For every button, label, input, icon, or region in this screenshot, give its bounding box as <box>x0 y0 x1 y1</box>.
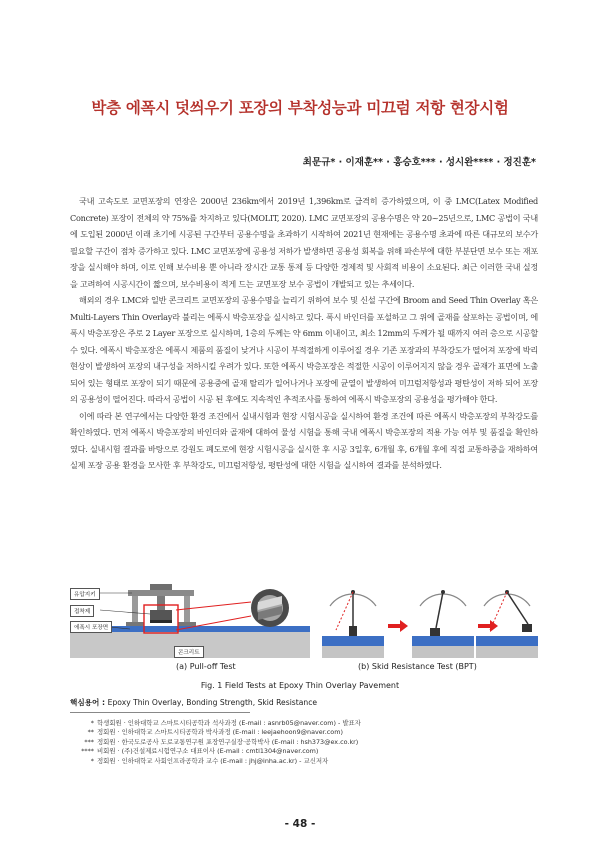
adhesive-layer <box>150 620 172 623</box>
bpt-surface-1 <box>322 636 384 646</box>
footnote-1: * 학생회원 · 인하대학교 스마트시티공학과 석사과정 (E-mail : asnrb05@naver.com) - 발표자 <box>90 719 361 727</box>
footnote-4: **** 비회원 · (주)건설제료시험연구소 대표이사 (E-mail : cmtl1304@naver.com) <box>81 747 319 756</box>
paper-title: 박층 에폭시 덧씌우기 포장의 부착성능과 미끄럼 저항 현장시험 <box>91 99 509 117</box>
figure-caption: Fig. 1 Field Tests at Epoxy Thin Overlay Pavement <box>200 681 400 690</box>
paragraph-3: 이에 따라 본 연구에서는 다양한 환경 조건에서 실내시험과 현장 시험시공을 실시하여 환경 조건에 따른 에폭시 박층포장의 부착강도를 확인하였다. 먼저 에폭시 박층포장의 바인더와 골재에 대하여 물성 시험을 통해 국내 에폭시 박층포장의 적용 가능 여부 및 품질을 확인하였다. 실내시험 결과를 바탕으로 강원도 폐도로에 현장 시험시공을 실시한 후 시공 3일후, 6개월 후, 6개월 후에 직접 교통하중을 재하하여 실제 포장 공용 환경을 모사한 후 부착강도, 미끄럼저항성, 평탄성에 대한 시험을 실시하여 결과를 분석하였다. <box>70 410 538 470</box>
pulloff-device-foot-left <box>126 622 144 626</box>
author-list: 최문규* · 이재훈** · 홍승호*** · 성시완**** · 정진훈* <box>302 157 536 168</box>
keywords-text: Epoxy Thin Overlay, Bonding Strength, Skid Resistance <box>107 698 318 707</box>
pulloff-device-leg-left <box>132 596 138 626</box>
label-dolly: 유압지키 <box>70 588 100 600</box>
footnote-5: * 정회원 · 인하대학교 사회인프라공학과 교수 (E-mail : jhj@inha.ac.kr) - 교신저자 <box>90 756 329 765</box>
label-adhesive: 접착제 <box>70 605 94 617</box>
pulloff-device-shaft <box>157 596 165 610</box>
caption-a: (a) Pull-off Test <box>176 662 236 671</box>
figure-1 <box>70 584 538 660</box>
keywords-label: 핵심용어 : <box>70 698 108 707</box>
skid-resistance-diagram <box>322 590 538 658</box>
paragraph-2: 해외의 경우 LMC와 일반 콘크리트 교면포장의 공용수명을 늘리기 위하여 보수 및 신설 구간에 Broom and Seed Thin Overlay 혹은 Multi-Layers Thin Overlay라 불리는 에폭시 박층포장을 실시하고 있다. 폭시 바인더를 포설하고 그 위에 골재를 살포하는 공법이며, 에폭시 박층포장은 주로 2 Layer 포장으로 실시하며, 1층의 두께는 약 6mm 이내이고, 최소 12mm의 두께가 될 때까지 여러 층으로 시공할 수 있다. 에폭시 박층포장은 에폭시 제품의 품질이 낮거나 시공이 부적절하게 이루어질 경우 기존 포장과의 부착강도가 떨어져 포장에 박리현상이 발생하여 포장의 내구성을 저하시킬 우려가 있다. 또한 에폭시 박층포장은 적절한 시공이 이루어지지 않을 경우 골재가 표면에 노출되어 있는 형태로 포장이 되기 때문에 공용중에 골재 탈리가 일어나거나 포장에 균열이 발생하여 미끄럼저항성과 평탄성이 저하 되어 포장의 공용성이 떨어진다. 따라서 공법이 시공 된 후에도 지속적인 추적조사를 통하여 에폭시 박층포장의 공용성을 평가해야 한다. <box>70 295 538 404</box>
paragraph-1: 국내 고속도로 교면포장의 연장은 2000년 236km에서 2019년 1,396km로 급격히 증가하였으며, 이 중 LMC(Latex Modified Concrete) 포장이 전체의 약 75%를 차지하고 있다(MOLIT, 2020). LMC 교면포장의 공용수명은 약 20~25년으로, LMC 공법이 국내에 도입된 2000년 이래 초기에 시공된 구간부터 공용수명을 초과하기 시작하여 2021년 현재에는 공용수명 초과에 따른 대규모의 보수가 필요할 구간이 점차 증가하고 있다. LMC 교면포장에 공용성 저하가 발생하면 공용성 회복을 위해 파손부에 대한 부분단면 보수 또는 재포장을 실시해야 하며, 이로 인해 보수비용 뿐 아니라 장시간 교통 통제 등 다양한 경제적 및 사회적 비용이 소요된다. 최근 이러한 국내 실정을 고려하여 시공시간이 짧으며, 보수비용이 적게 드는 교면포장 보수 공법이 개발되고 있는 추세이다. <box>70 196 538 289</box>
keywords <box>70 697 317 708</box>
caption-b: (b) Skid Resistance Test (BPT) <box>358 662 477 671</box>
footnote-3: *** 정회원 · 한국도로공사 도로교통연구원 포장연구실장·공학박사 (E-mail : hsh373@ex.co.kr) <box>84 737 359 746</box>
footnote-divider <box>70 712 250 713</box>
pulloff-dolly <box>150 610 172 620</box>
label-concrete: 콘크리트 <box>174 646 204 658</box>
pulloff-device-knob <box>150 584 172 590</box>
figure-1-drawing <box>70 584 538 660</box>
arrow-right-icon <box>478 620 498 632</box>
arrow-right-icon <box>388 620 408 632</box>
footnote-2: ** 정회원 · 인하대학교 스마트시티공학과 박사과정 (E-mail : leejaehoon9@naver.com) <box>87 728 343 737</box>
label-overlay: 에폭시 포장면 <box>70 621 112 633</box>
page-number: - 48 - <box>284 818 316 830</box>
pulloff-device-leg-right <box>184 596 190 626</box>
footnotes <box>72 719 361 766</box>
pulloff-device-top <box>128 590 194 596</box>
bpt-surface-3 <box>476 636 538 646</box>
bpt-surface-2 <box>412 636 474 646</box>
abstract-body <box>70 193 538 474</box>
pulloff-device-foot-right <box>178 622 196 626</box>
